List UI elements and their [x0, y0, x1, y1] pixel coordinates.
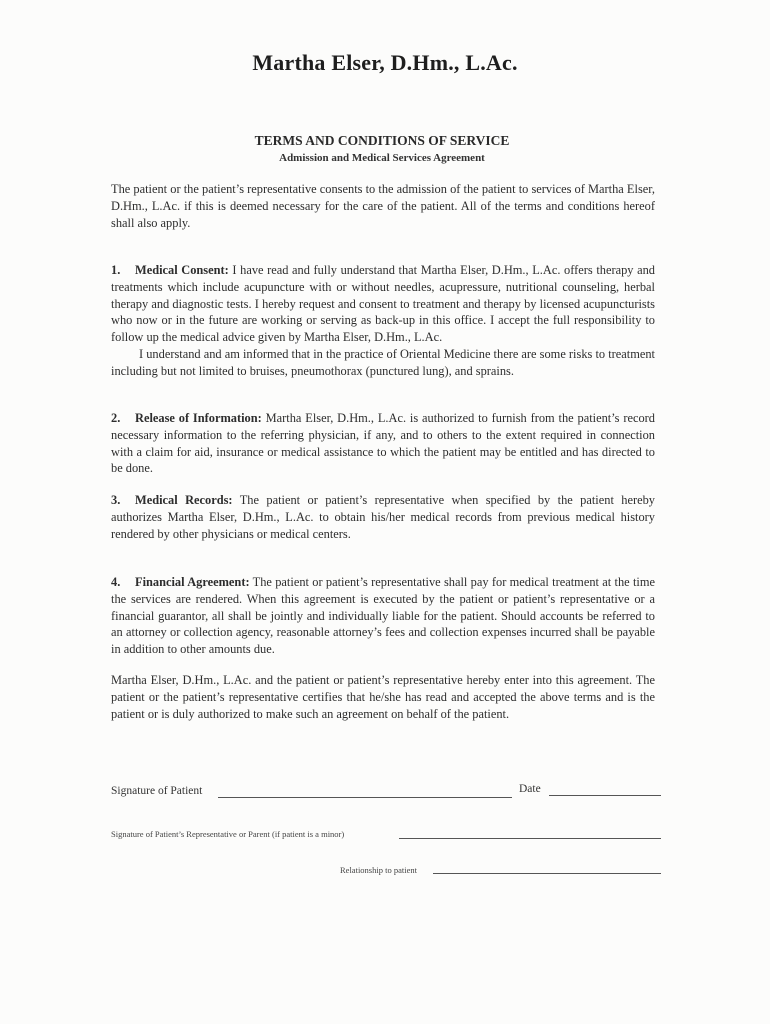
section-heading: Medical Consent: — [135, 263, 229, 277]
section-medical-consent — [111, 262, 655, 380]
section-heading: Medical Records: — [135, 493, 233, 507]
section-heading: Release of Information: — [135, 411, 262, 425]
section-extra: I understand and am informed that in the practice of Oriental Medicine there are some risks to treatment including but not limited to bruises, pneumothorax (punctured lung), and sprains. — [111, 346, 655, 378]
section-number: 3. — [111, 493, 121, 507]
document-subheading: Admission and Medical Services Agreement — [279, 152, 485, 164]
relationship-line[interactable] — [433, 873, 661, 874]
section-body: The patient or patient’s representative when specified by the patient hereby authorizes Martha Elser, D.Hm., L.Ac. to obtain his/her medical records from previous medical history rendered by other physicians or medical centers. — [111, 493, 655, 541]
section-number: 1. — [111, 263, 121, 277]
section-body: Martha Elser, D.Hm., L.Ac. is authorized to furnish from the patient’s record necessary information to the referring physician, if any, and to others to the extent required in connection with a claim for aid, insurance or medical assistance to which the patient may be entitled and has directed to be done. — [111, 411, 655, 476]
patient-signature-line[interactable] — [218, 797, 512, 798]
section-body: The patient or patient’s representative shall pay for medical treatment at the time the services are rendered. When this agreement is executed by the patient or patient’s representative or a financial guarantor, all shall be jointly and individually liable for the patient. Should accounts be referred to an attorney or collection agency, reasonable attorney’s fees and collection expenses incurred shall be payable in addition to other amounts due. — [111, 575, 655, 657]
section-heading: Financial Agreement: — [135, 575, 250, 589]
section-financial-agreement — [111, 574, 655, 658]
representative-signature-label: Signature of Patient’s Representative or Parent (if patient is a minor) — [111, 829, 345, 839]
document-title: Martha Elser, D.Hm., L.Ac. — [252, 50, 518, 75]
document-subtitle: TERMS AND CONDITIONS OF SERVICE — [254, 133, 510, 148]
patient-signature-label: Signature of Patient — [111, 785, 203, 797]
intro-paragraph: The patient or the patient’s representative consents to the admission of the patient to services of Martha Elser, D.Hm., L.Ac. if this is deemed necessary for the care of the patient. All of the terms and conditions hereof shall also apply. — [111, 182, 655, 230]
closing-paragraph: Martha Elser, D.Hm., L.Ac. and the patient or patient’s representative hereby enter into this agreement. The patient or the patient’s representative certifies that he/she has read and accepted the above terms and is the patient or is duly authorized to make such an agreement on behalf of the patient. — [111, 673, 655, 721]
section-body: I have read and fully understand that Martha Elser, D.Hm., L.Ac. offers therapy and treatments which include acupuncture with or without needles, acupressure, nutritional counseling, herbal therapy and diagnostic tests. I hereby request and consent to treatment and therapy by licensed acupuncturists who now or in the future are working or serving as back-up in this office. I accept the full responsibility to follow up the medical advice given by Martha Elser, D.Hm., L.Ac. — [111, 263, 655, 345]
relationship-label: Relationship to patient — [340, 865, 417, 875]
date-label: Date — [519, 783, 541, 795]
section-medical-records — [111, 492, 655, 542]
date-line[interactable] — [549, 795, 661, 796]
section-number: 4. — [111, 575, 121, 589]
section-release-of-information — [111, 410, 655, 477]
representative-signature-line[interactable] — [399, 838, 661, 839]
section-number: 2. — [111, 411, 121, 425]
